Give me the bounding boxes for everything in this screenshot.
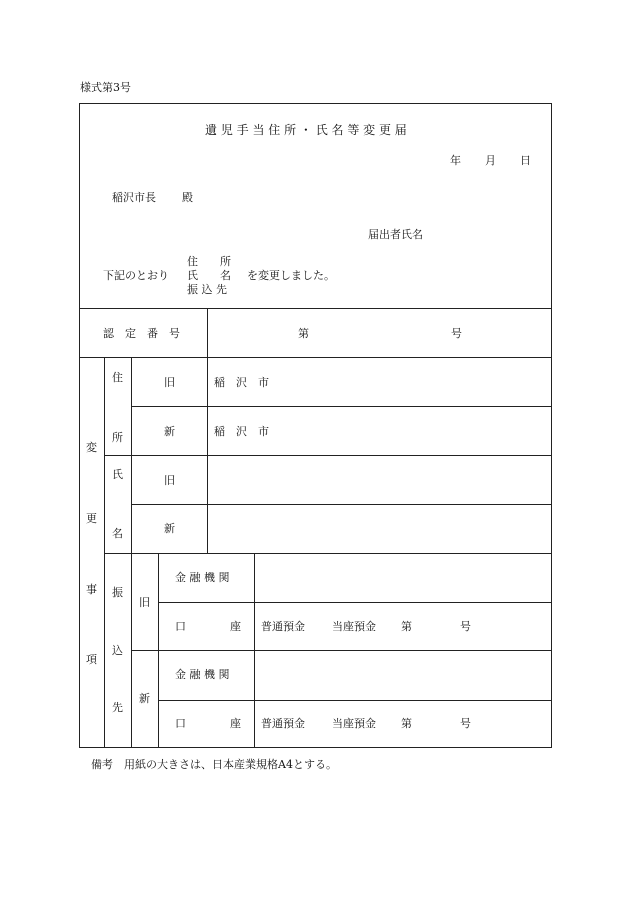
transfer-old-account-dai: 第 bbox=[401, 620, 412, 633]
rule-transfer-old-mid bbox=[158, 602, 552, 603]
change-items-char-4: 項 bbox=[86, 653, 97, 666]
transfer-new-label: 新 bbox=[139, 692, 150, 705]
name-old-field[interactable] bbox=[208, 456, 551, 503]
addressee: 稲沢市長 bbox=[112, 191, 156, 204]
date-month: 月 bbox=[485, 154, 496, 167]
address-old-value[interactable]: 稲 沢 市 bbox=[214, 376, 269, 389]
statement-item-name: 氏 名 bbox=[187, 269, 231, 282]
address-new-label: 新 bbox=[164, 425, 175, 438]
transfer-old-account-label: 口 座 bbox=[175, 620, 241, 633]
transfer-old-label: 旧 bbox=[139, 596, 150, 609]
transfer-old-bank-field[interactable] bbox=[255, 554, 551, 601]
statement-suffix: を変更しました。 bbox=[247, 269, 335, 282]
cert-number-dai: 第 bbox=[298, 327, 309, 340]
change-items-char-1: 変 bbox=[86, 441, 97, 454]
honorific: 殿 bbox=[182, 191, 193, 204]
address-label-char-2: 所 bbox=[112, 431, 123, 444]
transfer-new-account-go: 号 bbox=[460, 717, 471, 730]
name-old-label: 旧 bbox=[164, 474, 175, 487]
rule-transfer-new-mid bbox=[158, 700, 552, 701]
statement-item-transfer: 振 込 先 bbox=[187, 283, 227, 296]
form-title: 遺 児 手 当 住 所 ・ 氏 名 等 変 更 届 bbox=[205, 123, 407, 137]
rule-cert-bottom bbox=[79, 357, 552, 358]
transfer-label-char-2: 込 bbox=[112, 644, 123, 657]
rule-category-col bbox=[104, 357, 105, 748]
transfer-label-char-1: 振 bbox=[112, 586, 123, 599]
rule-address-mid bbox=[131, 406, 552, 407]
cert-number-label: 認 定 番 号 bbox=[103, 327, 180, 340]
name-label-char-1: 氏 bbox=[112, 468, 123, 481]
transfer-new-bank-label: 金 融 機 関 bbox=[175, 668, 230, 681]
notifier-name-label: 届出者氏名 bbox=[368, 228, 423, 241]
transfer-old-account-type-savings[interactable]: 普通預金 bbox=[261, 620, 305, 633]
name-new-field[interactable] bbox=[208, 505, 551, 552]
statement-item-address: 住 所 bbox=[187, 255, 231, 268]
address-label-char-1: 住 bbox=[112, 371, 123, 384]
transfer-old-account-type-checking[interactable]: 当座預金 bbox=[332, 620, 376, 633]
transfer-old-bank-label: 金 融 機 関 bbox=[175, 571, 230, 584]
address-old-label: 旧 bbox=[164, 376, 175, 389]
cert-number-go: 号 bbox=[451, 327, 462, 340]
date-year: 年 bbox=[450, 154, 461, 167]
change-items-char-3: 事 bbox=[86, 583, 97, 596]
transfer-label-char-3: 先 bbox=[112, 701, 123, 714]
name-new-label: 新 bbox=[164, 522, 175, 535]
name-label-char-2: 名 bbox=[112, 527, 123, 540]
rule-cert-divider bbox=[207, 308, 208, 357]
statement-prefix: 下記のとおり bbox=[103, 269, 169, 282]
transfer-new-account-dai: 第 bbox=[401, 717, 412, 730]
transfer-old-account-go: 号 bbox=[460, 620, 471, 633]
rule-transfer-sub-col bbox=[158, 553, 159, 748]
transfer-new-account-label: 口 座 bbox=[175, 717, 241, 730]
transfer-new-bank-field[interactable] bbox=[255, 651, 551, 699]
form-number: 様式第3号 bbox=[80, 81, 131, 94]
transfer-new-account-type-savings[interactable]: 普通預金 bbox=[261, 717, 305, 730]
address-new-value[interactable]: 稲 沢 市 bbox=[214, 425, 269, 438]
transfer-new-account-type-checking[interactable]: 当座預金 bbox=[332, 717, 376, 730]
rule-header-bottom bbox=[79, 308, 552, 309]
rule-subcategory-col bbox=[131, 357, 132, 748]
change-items-char-2: 更 bbox=[86, 512, 97, 525]
remarks-note: 備考 用紙の大きさは、日本産業規格A4とする。 bbox=[91, 758, 337, 771]
date-day: 日 bbox=[520, 154, 531, 167]
